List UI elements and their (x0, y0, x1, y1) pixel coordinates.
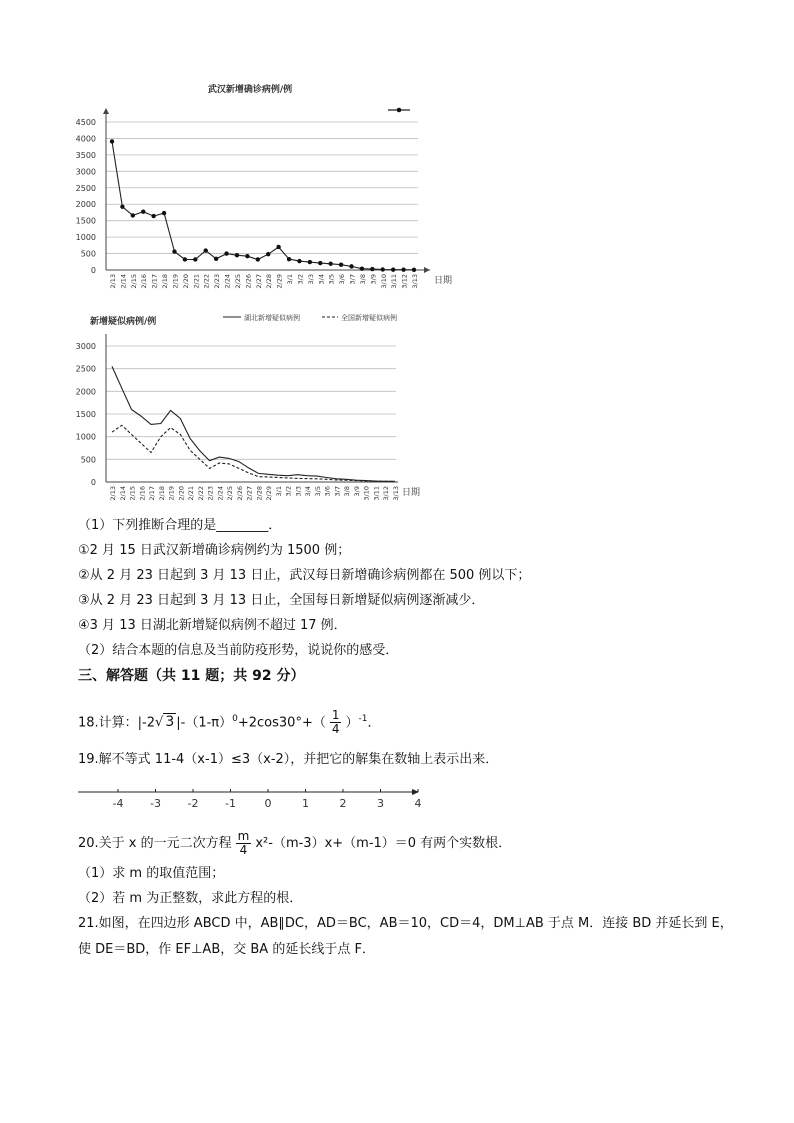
data-point (172, 249, 176, 253)
y-tick-label: 4500 (75, 118, 96, 127)
data-point (162, 211, 166, 215)
x-tick-label: 2/17 (148, 486, 157, 501)
q18-part-c: +2cos30°+（ (237, 715, 326, 731)
x-tick-label: 3/13 (392, 486, 400, 501)
x-tick-label: 2/15 (128, 486, 137, 501)
x-tick-label: 2/17 (150, 274, 159, 289)
data-point (141, 209, 145, 213)
x-tick-label: 2/27 (245, 486, 254, 501)
x-axis-label: 日期 (402, 488, 421, 498)
data-point (151, 214, 155, 218)
x-tick-label: 2/24 (223, 274, 232, 289)
x-tick-label: 2/19 (171, 274, 180, 289)
x-tick-label: 2/21 (187, 486, 196, 501)
q21-line-1: 21.如图，在四边形 ABCD 中，AB∥DC，AD＝BC，AB＝10，CD＝4，DM⊥AB 于点 M．连接 BD 并延长到 E， (78, 916, 733, 931)
number-line-svg (78, 780, 438, 820)
y-tick-label: 500 (80, 455, 96, 465)
y-tick-label: 1500 (75, 410, 96, 419)
x-tick-label: 2/20 (181, 274, 190, 289)
data-point (131, 213, 135, 217)
legend-label-hubei: 湖北新增疑似病例 (244, 314, 300, 322)
x-tick-label: 3/6 (323, 486, 332, 497)
x-tick-label: 3/9 (352, 486, 361, 497)
q1-option-2: ②从 2 月 23 日起到 3 月 13 日止，武汉每日新增确诊病例都在 500 例以下； (78, 568, 531, 583)
data-point (370, 267, 374, 271)
data-point (204, 248, 208, 252)
x-tick-label: 2/20 (177, 486, 186, 501)
x-tick-label: 3/12 (400, 274, 409, 289)
data-point (110, 139, 114, 143)
data-point (245, 254, 249, 258)
x-tick-label: 2/29 (265, 486, 274, 501)
data-point (193, 257, 197, 261)
q18-numerator: 1 (331, 708, 340, 723)
x-tick-label: 3/13 (411, 274, 419, 289)
x-tick-label: 2/21 (192, 274, 201, 289)
chart-wuhan-svg (60, 80, 460, 300)
x-tick-label: 3/11 (372, 486, 381, 501)
x-tick-label: 3/11 (390, 274, 399, 289)
data-point (297, 259, 301, 263)
x-tick-label: 2/22 (196, 486, 205, 501)
x-tick-label: 2/24 (216, 486, 225, 501)
q20-numerator: m (237, 829, 250, 843)
number-line-label: 4 (414, 797, 422, 810)
series-line-1 (112, 366, 395, 481)
number-line-label: 1 (302, 797, 309, 810)
y-tick-label: 1500 (75, 216, 96, 226)
y-tick-label: 3500 (75, 150, 96, 160)
data-point (183, 257, 187, 261)
x-tick-label: 3/3 (294, 486, 303, 497)
x-tick-label: 2/16 (138, 486, 147, 501)
chart-title: 新增疑似病例/例 (90, 317, 157, 327)
q1-part-2: （2）结合本题的信息及当前防疫形势，说说你的感受． (78, 643, 399, 658)
x-tick-label: 2/13 (109, 274, 117, 289)
x-tick-label: 3/5 (327, 274, 336, 285)
x-tick-label: 3/7 (348, 274, 357, 285)
x-tick-label: 3/6 (338, 274, 347, 285)
q1-option-4: ④3 月 13 日湖北新增疑似病例不超过 17 例． (78, 618, 347, 633)
y-tick-label: 4000 (75, 134, 96, 144)
data-point (214, 257, 218, 261)
y-axis-arrow (103, 108, 109, 114)
y-tick-label: 3000 (75, 342, 96, 351)
x-tick-label: 2/25 (226, 486, 235, 501)
chart-title: 武汉新增确诊病例/例 (207, 85, 293, 95)
x-tick-label: 2/26 (244, 274, 253, 289)
x-tick-label: 3/3 (306, 274, 315, 285)
x-tick-label: 2/16 (140, 274, 149, 289)
y-tick-label: 0 (90, 478, 96, 487)
chart-suspected (60, 308, 460, 508)
data-point (318, 261, 322, 265)
question-19: 19.解不等式 11-4（x-1）≤3（x-2），并把它的解集在数轴上表示出来． (78, 752, 499, 767)
data-point (401, 268, 405, 272)
y-tick-label: 3000 (75, 167, 96, 177)
x-tick-label: 2/13 (109, 486, 117, 501)
q18-exponent-0: 0 (232, 714, 238, 724)
x-tick-label: 2/23 (206, 486, 215, 501)
q20-fraction (236, 830, 252, 857)
y-tick-label: 2500 (75, 183, 96, 193)
data-point (328, 262, 332, 266)
x-tick-label: 3/2 (296, 274, 305, 285)
q20-part-2: （2）若 m 为正整数，求此方程的根． (78, 891, 303, 906)
q18-radicand: 3 (165, 714, 175, 731)
series-line-2 (112, 425, 395, 481)
q20-part-1: （1）求 m 的取值范围； (78, 866, 225, 881)
section-heading: 三、解答题（共 11 题；共 92 分） (78, 668, 305, 684)
x-tick-label: 3/9 (369, 274, 378, 285)
x-tick-label: 2/28 (255, 486, 264, 501)
number-line-label: 0 (264, 797, 272, 810)
y-tick-label: 2500 (75, 364, 96, 374)
data-point (391, 268, 395, 272)
x-tick-label: 3/10 (362, 486, 371, 501)
x-tick-label: 3/1 (286, 274, 295, 285)
data-point (381, 267, 385, 271)
data-point (287, 257, 291, 261)
y-tick-label: 500 (80, 249, 96, 259)
chart-suspected-svg (60, 308, 460, 508)
x-tick-label: 3/10 (379, 274, 388, 289)
q20-part-b: x²-（m-3）x+（m-1）＝0 有两个实数根． (255, 836, 512, 851)
x-tick-label: 2/29 (275, 274, 284, 289)
q18-part-b: |-（1-π） (176, 715, 233, 731)
q1-prompt: （1）下列推断合理的是________． (78, 518, 282, 533)
data-point (224, 251, 228, 255)
number-line-label: 2 (339, 797, 347, 810)
q1-option-3: ③从 2 月 23 日起到 3 月 13 日止，全国每日新增疑似病例逐渐减少． (78, 593, 485, 608)
y-tick-label: 2000 (75, 387, 96, 397)
q18-exponent-neg1: -1 (358, 714, 368, 724)
q20-denominator: 4 (239, 843, 248, 857)
x-tick-label: 2/22 (202, 274, 211, 289)
number-line-label: 3 (377, 797, 384, 810)
q18-part-a: 18.计算：|-2 (78, 715, 156, 731)
q20-part-a: 20.关于 x 的一元二次方程 (78, 836, 232, 851)
series-line-1 (112, 141, 414, 269)
number-line-label: -4 (112, 797, 124, 810)
x-tick-label: 2/26 (235, 486, 244, 501)
data-point (256, 257, 260, 261)
x-tick-label: 2/15 (129, 274, 138, 289)
number-line-label: -2 (187, 797, 199, 810)
data-point (339, 263, 343, 267)
x-tick-label: 2/28 (265, 274, 274, 289)
number-line-label: -3 (150, 797, 161, 810)
x-tick-label: 2/19 (167, 486, 176, 501)
legend-label-national: 全国新增疑似病例 (341, 314, 397, 322)
question-18 (78, 706, 381, 736)
q21-line-2: 使 DE＝BD，作 EF⊥AB，交 BA 的延长线于点 F． (78, 942, 375, 957)
number-line (78, 780, 438, 820)
data-point (235, 253, 239, 257)
x-tick-label: 3/8 (358, 274, 367, 285)
x-axis-arrow (424, 267, 430, 273)
data-point (276, 245, 280, 249)
x-tick-label: 2/23 (213, 274, 222, 289)
x-tick-label: 2/14 (118, 486, 127, 501)
x-tick-label: 2/18 (157, 486, 166, 501)
x-tick-label: 2/18 (161, 274, 170, 289)
x-tick-label: 3/7 (333, 486, 342, 497)
q1-option-1: ①2 月 15 日武汉新增确诊病例约为 1500 例； (78, 543, 351, 558)
data-point (266, 252, 270, 256)
x-tick-label: 2/25 (233, 274, 242, 289)
data-point (360, 266, 364, 270)
x-tick-label: 3/4 (317, 274, 326, 285)
chart-wuhan-confirmed (60, 80, 460, 300)
y-tick-label: 1000 (75, 233, 96, 243)
number-line-label: -1 (225, 797, 236, 810)
x-tick-label: 2/27 (254, 274, 263, 289)
y-tick-label: 0 (90, 266, 96, 275)
q18-part-e: ． (367, 715, 381, 731)
legend-marker (397, 108, 402, 113)
y-tick-label: 1000 (75, 432, 96, 442)
data-point (412, 268, 416, 272)
x-tick-label: 3/8 (343, 486, 352, 497)
x-tick-label: 3/4 (304, 486, 313, 497)
q18-fraction (330, 709, 342, 736)
x-axis-label: 日期 (434, 276, 453, 286)
x-tick-label: 3/5 (313, 486, 322, 497)
data-point (349, 264, 353, 268)
x-tick-label: 2/14 (119, 274, 128, 289)
x-tick-label: 3/12 (382, 486, 391, 501)
y-tick-label: 2000 (75, 200, 96, 210)
x-tick-label: 3/1 (274, 486, 283, 497)
q18-part-d: ） (345, 715, 359, 731)
question-20 (78, 830, 511, 857)
sqrt-symbol: √ 3 (155, 714, 175, 731)
data-point (120, 205, 124, 209)
x-tick-label: 3/2 (284, 486, 293, 497)
data-point (308, 260, 312, 264)
q18-denominator: 4 (331, 722, 340, 737)
